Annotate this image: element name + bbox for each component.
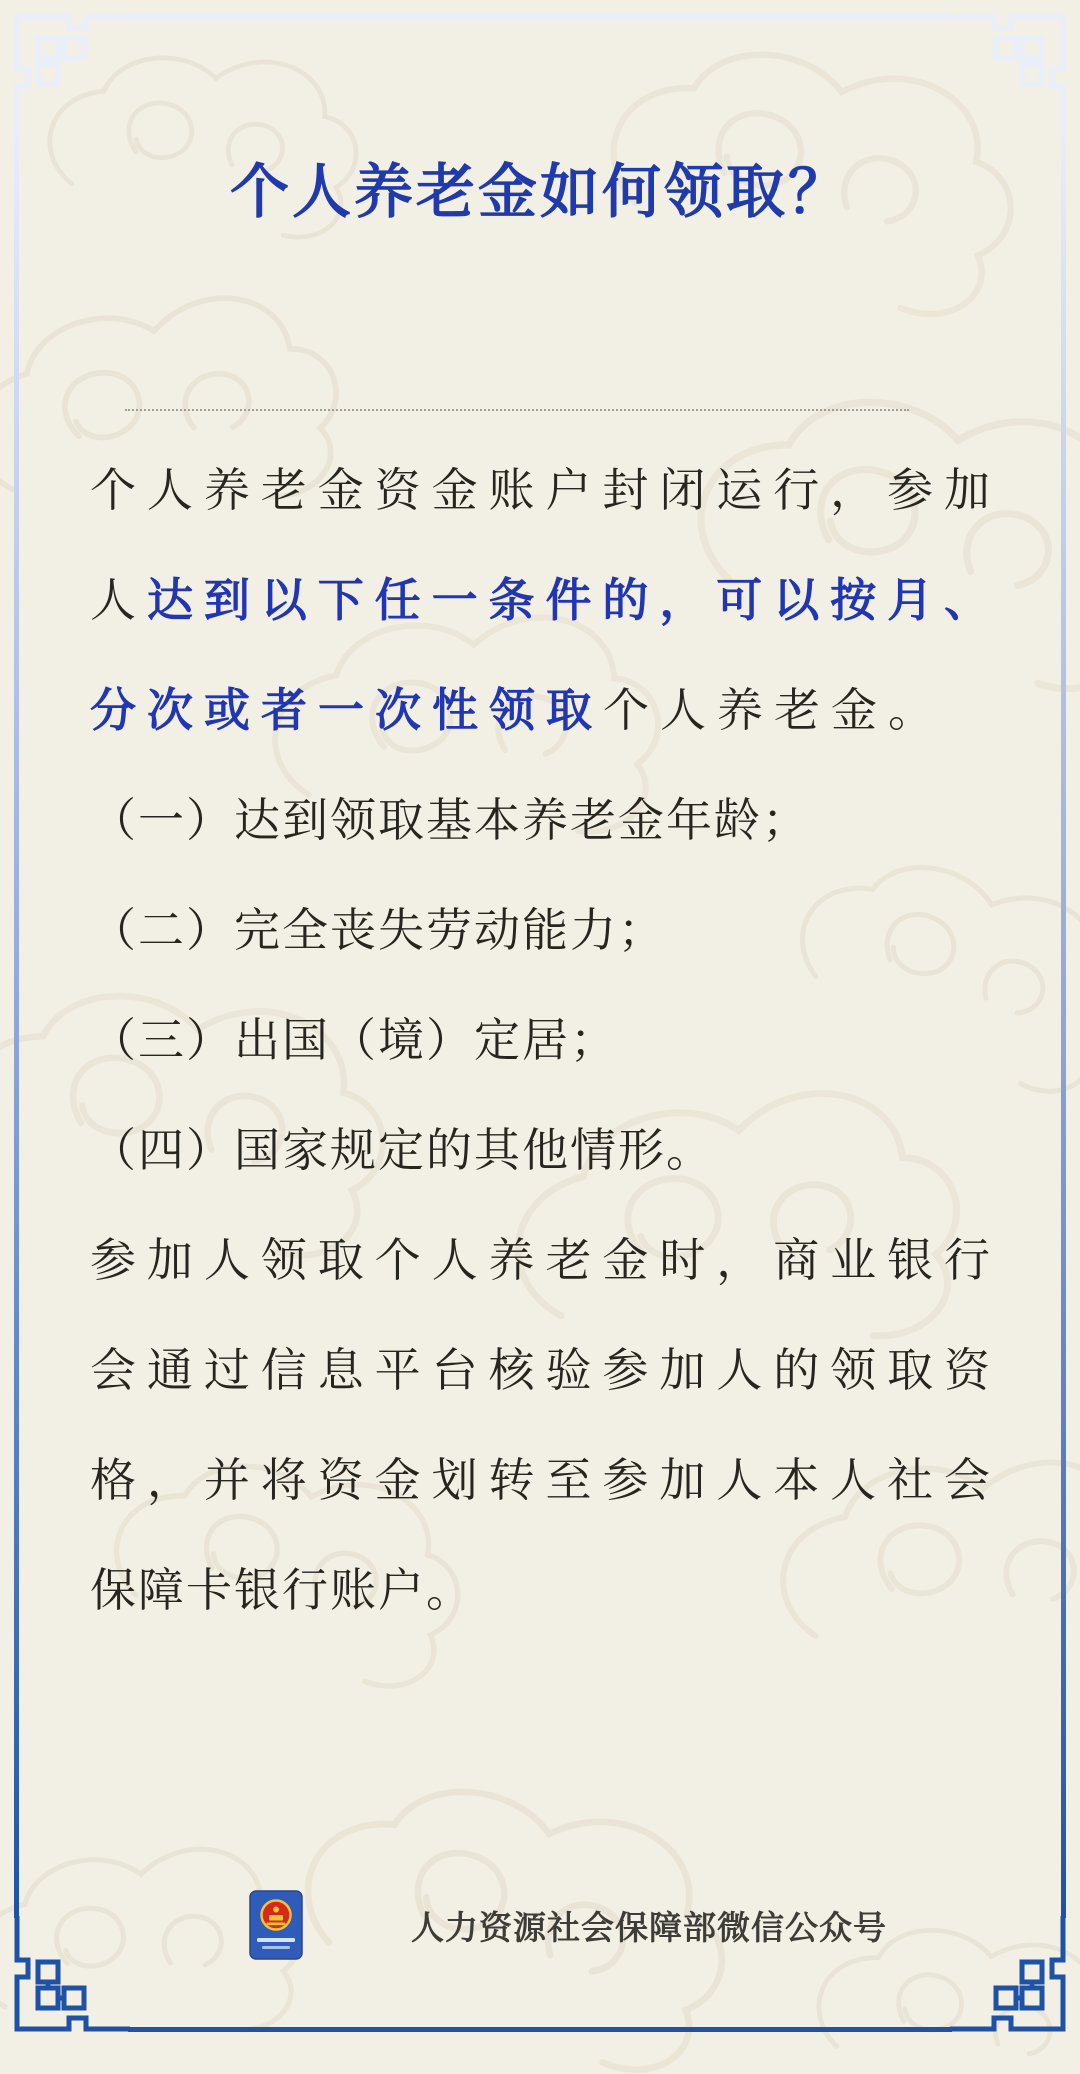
frame-right-border: [1061, 128, 1066, 1918]
text-line-item-3: [90, 985, 990, 1095]
footer: [28, 1885, 1080, 1965]
text-line-item-1: [90, 765, 990, 875]
text-line: [90, 545, 990, 655]
text-segment: （三）出国（境）定居；: [90, 1014, 618, 1066]
body-text: [90, 435, 990, 1645]
text-segment: （二）完全丧失劳动能力；: [90, 904, 666, 956]
text-segment: 参加人领取个人养老金时，商业银行: [90, 1234, 990, 1286]
footer-label: 人力资源社会保障部微信公众号: [411, 1908, 887, 1946]
frame-left-border: [14, 128, 19, 1918]
text-line: [90, 1315, 990, 1425]
national-emblem-logo-icon: [249, 1890, 303, 1960]
page-title: 个人养老金如何领取？: [229, 158, 850, 225]
text-line-item-2: [90, 875, 990, 985]
corner-ornament-top-right: [950, 0, 1080, 130]
text-line: [90, 435, 990, 545]
dotted-divider: [125, 409, 909, 411]
text-segment: 人: [90, 574, 147, 626]
corner-ornament-top-left: [0, 0, 130, 130]
text-segment: 个人养老金资金账户封闭运行，参加: [90, 464, 990, 516]
highlighted-text-segment: 分次或者一次性领取: [90, 685, 603, 736]
text-segment: （四）国家规定的其他情形。: [90, 1124, 714, 1176]
text-line: [90, 655, 990, 765]
text-segment: 个人养老金。: [603, 684, 945, 736]
frame-top-border: [128, 14, 952, 19]
text-line-item-4: [90, 1095, 990, 1205]
text-line: [90, 1535, 990, 1645]
frame-bottom-border: [128, 2027, 952, 2032]
text-line: [90, 1205, 990, 1315]
text-segment: 保障卡银行账户。: [90, 1564, 474, 1616]
text-segment: 会通过信息平台核验参加人的领取资: [90, 1344, 990, 1396]
text-segment: （一）达到领取基本养老金年龄；: [90, 794, 810, 846]
text-segment: 格，并将资金划转至参加人本人社会: [90, 1454, 990, 1506]
text-line: [90, 1425, 990, 1535]
highlighted-text-segment: 达到以下任一条件的，可以按月、: [146, 575, 991, 626]
